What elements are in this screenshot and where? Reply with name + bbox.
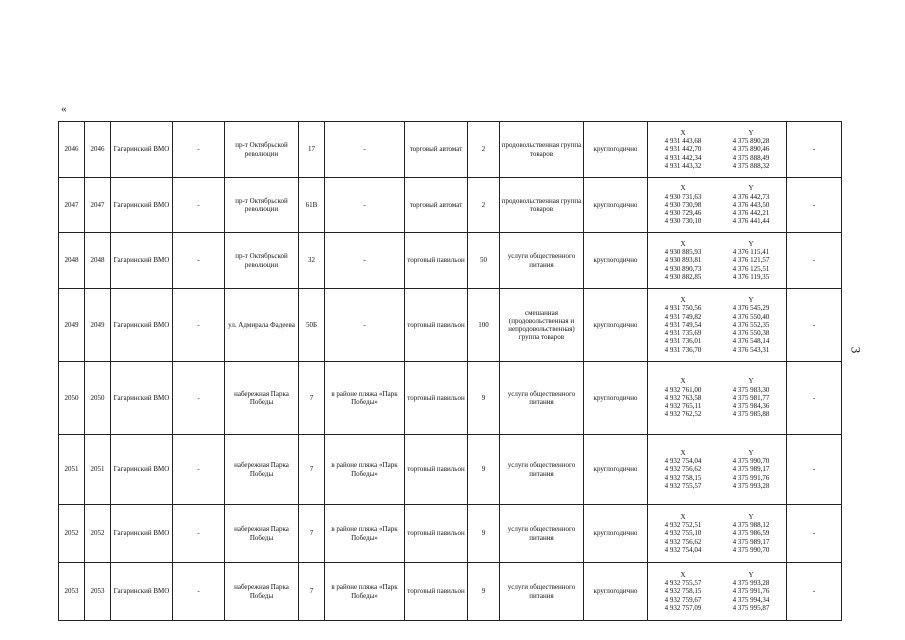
y-coordinate-value: 4 376 543,31 <box>732 345 770 354</box>
y-header: Y <box>748 184 754 193</box>
y-coordinate-value: 4 376 115,41 <box>732 248 770 257</box>
y-header: Y <box>748 570 754 579</box>
row-number-secondary: 2049 <box>85 289 111 362</box>
x-coordinate-value: 4 931 749,54 <box>664 320 702 329</box>
x-header: X <box>680 512 686 521</box>
table-row <box>59 362 842 435</box>
y-coordinate-value: 4 376 121,57 <box>732 256 770 265</box>
dash-cell: - <box>173 122 225 178</box>
row-number-secondary: 2052 <box>85 505 111 563</box>
x-coordinate-value: 4 932 762,52 <box>664 410 702 419</box>
object-type-cell: торговый павильон <box>405 233 468 289</box>
period-cell: круглогодично <box>584 505 648 563</box>
note-cell: - <box>787 435 842 505</box>
area-cell: 9 <box>468 505 500 563</box>
dash-cell: - <box>173 233 225 289</box>
house-cell: 7 <box>299 505 325 563</box>
note-cell: - <box>787 563 842 621</box>
x-coordinate-value: 4 930 893,81 <box>664 256 702 265</box>
x-coordinate-value: 4 932 758,15 <box>664 587 702 596</box>
x-coordinates <box>665 240 702 281</box>
x-coordinate-value: 4 932 755,57 <box>664 579 702 588</box>
area-cell: 9 <box>468 563 500 621</box>
y-coordinate-value: 4 375 994,34 <box>732 595 770 604</box>
y-coordinate-value: 4 375 981,77 <box>732 393 770 402</box>
y-coordinate-value: 4 375 989,17 <box>732 465 770 474</box>
house-cell: 7 <box>299 563 325 621</box>
x-header: X <box>680 184 686 193</box>
coordinates-cell <box>648 233 787 289</box>
y-coordinate-value: 4 375 993,28 <box>732 481 770 490</box>
y-header: Y <box>748 448 754 457</box>
row-number-secondary: 2050 <box>85 362 111 435</box>
x-header: X <box>680 448 686 457</box>
object-type-cell: торговый павильон <box>405 289 468 362</box>
landmark-cell: в районе пляжа «Парк Победы» <box>325 362 405 435</box>
y-coordinate-value: 4 375 990,70 <box>732 457 770 466</box>
y-coordinate-value: 4 375 890,46 <box>732 145 770 154</box>
row-number-secondary: 2046 <box>85 122 111 178</box>
coordinates-cell <box>648 362 787 435</box>
table-row <box>59 178 842 233</box>
landmark-cell: - <box>325 178 405 233</box>
row-number: 2052 <box>59 505 85 563</box>
y-coordinate-value: 4 375 986,59 <box>732 529 770 538</box>
period-cell: круглогодично <box>584 289 648 362</box>
table-row <box>59 505 842 563</box>
y-coordinate-value: 4 375 995,87 <box>732 603 770 612</box>
x-coordinates <box>665 377 702 418</box>
coordinates-cell <box>648 505 787 563</box>
row-number: 2046 <box>59 122 85 178</box>
note-cell: - <box>787 233 842 289</box>
y-header: Y <box>748 512 754 521</box>
period-cell: круглогодично <box>584 122 648 178</box>
x-header: X <box>680 239 686 248</box>
x-coordinate-value: 4 931 735,69 <box>664 329 702 338</box>
y-coordinate-value: 4 376 125,51 <box>732 264 770 273</box>
y-coordinate-value: 4 376 548,14 <box>732 337 770 346</box>
y-coordinate-value: 4 375 989,17 <box>732 537 770 546</box>
house-cell: 7 <box>299 435 325 505</box>
house-cell: 32 <box>299 233 325 289</box>
x-coordinate-value: 4 930 730,10 <box>664 217 702 226</box>
y-coordinate-value: 4 376 550,38 <box>732 329 770 338</box>
x-coordinate-value: 4 930 731,63 <box>664 192 702 201</box>
y-coordinate-value: 4 375 984,36 <box>732 402 770 411</box>
district-cell: Гагаринский ВМО <box>111 289 173 362</box>
row-number: 2051 <box>59 435 85 505</box>
x-coordinate-value: 4 930 890,73 <box>664 264 702 273</box>
x-coordinate-value: 4 932 759,67 <box>664 595 702 604</box>
street-cell: набережная Парка Победы <box>225 505 299 563</box>
x-coordinate-value: 4 932 754,04 <box>664 457 702 466</box>
district-cell: Гагаринский ВМО <box>111 178 173 233</box>
district-cell: Гагаринский ВМО <box>111 233 173 289</box>
object-type-cell: торговый автомат <box>405 178 468 233</box>
house-cell: 7 <box>299 362 325 435</box>
landmark-cell: в районе пляжа «Парк Победы» <box>325 505 405 563</box>
note-cell: - <box>787 122 842 178</box>
dash-cell: - <box>173 435 225 505</box>
y-coordinate-value: 4 375 991,76 <box>732 473 770 482</box>
street-cell: пр-т Октябрьской революции <box>225 122 299 178</box>
district-cell: Гагаринский ВМО <box>111 563 173 621</box>
x-coordinate-value: 4 931 750,56 <box>664 304 702 313</box>
y-coordinates <box>733 449 770 490</box>
landmark-cell: - <box>325 122 405 178</box>
district-cell: Гагаринский ВМО <box>111 505 173 563</box>
specialization-cell: услуги общественного питания <box>500 233 584 289</box>
y-coordinates <box>733 296 770 353</box>
x-coordinate-value: 4 932 754,04 <box>664 545 702 554</box>
x-header: X <box>680 128 686 137</box>
x-coordinate-value: 4 931 749,82 <box>664 312 702 321</box>
specialization-cell: смешанная (продовольственная и непродовольственная) группа товаров <box>500 289 584 362</box>
x-coordinates <box>665 184 702 225</box>
landmark-cell: - <box>325 233 405 289</box>
row-number: 2053 <box>59 563 85 621</box>
street-cell: пр-т Октябрьской революции <box>225 178 299 233</box>
dash-cell: - <box>173 362 225 435</box>
table-row <box>59 435 842 505</box>
page-number: 3 <box>848 346 864 354</box>
x-coordinates <box>665 571 702 612</box>
row-number: 2049 <box>59 289 85 362</box>
street-cell: набережная Парка Победы <box>225 563 299 621</box>
x-coordinate-value: 4 932 763,58 <box>664 393 702 402</box>
y-header: Y <box>748 377 754 386</box>
y-header: Y <box>748 128 754 137</box>
object-type-cell: торговый павильон <box>405 505 468 563</box>
y-coordinate-value: 4 376 443,50 <box>732 200 770 209</box>
x-coordinate-value: 4 931 736,70 <box>664 345 702 354</box>
street-cell: набережная Парка Победы <box>225 362 299 435</box>
y-coordinate-value: 4 375 985,88 <box>732 410 770 419</box>
y-coordinate-value: 4 375 991,76 <box>732 587 770 596</box>
coordinates-cell <box>648 122 787 178</box>
area-cell: 9 <box>468 362 500 435</box>
x-coordinate-value: 4 930 729,46 <box>664 209 702 218</box>
coordinates-cell <box>648 289 787 362</box>
x-coordinate-value: 4 931 443,68 <box>664 137 702 146</box>
period-cell: круглогодично <box>584 233 648 289</box>
row-number: 2047 <box>59 178 85 233</box>
y-coordinate-value: 4 376 441,44 <box>732 217 770 226</box>
y-coordinate-value: 4 375 888,49 <box>732 153 770 162</box>
district-cell: Гагаринский ВМО <box>111 122 173 178</box>
note-cell: - <box>787 505 842 563</box>
row-number-secondary: 2047 <box>85 178 111 233</box>
specialization-cell: продовольственная группа товаров <box>500 178 584 233</box>
trade-objects-table <box>58 121 842 621</box>
x-coordinate-value: 4 931 443,32 <box>664 161 702 170</box>
object-type-cell: торговый павильон <box>405 563 468 621</box>
table-row <box>59 233 842 289</box>
x-coordinate-value: 4 931 442,34 <box>664 153 702 162</box>
x-coordinate-value: 4 932 752,51 <box>664 521 702 530</box>
x-coordinate-value: 4 931 442,70 <box>664 145 702 154</box>
y-coordinate-value: 4 375 983,30 <box>732 385 770 394</box>
y-coordinate-value: 4 375 990,70 <box>732 545 770 554</box>
district-cell: Гагаринский ВМО <box>111 362 173 435</box>
table-row <box>59 563 842 621</box>
x-coordinate-value: 4 932 756,62 <box>664 465 702 474</box>
dash-cell: - <box>173 178 225 233</box>
house-cell: 61В <box>299 178 325 233</box>
object-type-cell: торговый павильон <box>405 435 468 505</box>
x-coordinate-value: 4 932 761,00 <box>664 385 702 394</box>
landmark-cell: в районе пляжа «Парк Победы» <box>325 435 405 505</box>
x-coordinate-value: 4 932 756,62 <box>664 537 702 546</box>
dash-cell: - <box>173 563 225 621</box>
note-cell: - <box>787 178 842 233</box>
y-coordinate-value: 4 376 442,73 <box>732 192 770 201</box>
x-coordinates <box>665 296 702 353</box>
object-type-cell: торговый павильон <box>405 362 468 435</box>
y-coordinates <box>733 184 770 225</box>
row-number: 2048 <box>59 233 85 289</box>
area-cell: 100 <box>468 289 500 362</box>
period-cell: круглогодично <box>584 563 648 621</box>
y-coordinate-value: 4 376 550,40 <box>732 312 770 321</box>
dash-cell: - <box>173 505 225 563</box>
y-coordinates <box>733 377 770 418</box>
coordinates-cell <box>648 435 787 505</box>
x-header: X <box>680 296 686 305</box>
house-cell: 50Б <box>299 289 325 362</box>
area-cell: 2 <box>468 122 500 178</box>
x-coordinate-value: 4 932 755,10 <box>664 529 702 538</box>
street-cell: ул. Адмирала Фадеева <box>225 289 299 362</box>
y-header: Y <box>748 296 754 305</box>
street-cell: пр-т Октябрьской революции <box>225 233 299 289</box>
table-row <box>59 122 842 178</box>
period-cell: круглогодично <box>584 178 648 233</box>
specialization-cell: услуги общественного питания <box>500 362 584 435</box>
coordinates-cell <box>648 178 787 233</box>
x-coordinates <box>665 513 702 554</box>
y-header: Y <box>748 239 754 248</box>
x-coordinate-value: 4 930 882,85 <box>664 272 702 281</box>
area-cell: 2 <box>468 178 500 233</box>
y-coordinate-value: 4 376 442,21 <box>732 209 770 218</box>
row-number-secondary: 2051 <box>85 435 111 505</box>
area-cell: 50 <box>468 233 500 289</box>
x-header: X <box>680 377 686 386</box>
x-header: X <box>680 570 686 579</box>
note-cell: - <box>787 289 842 362</box>
specialization-cell: услуги общественного питания <box>500 505 584 563</box>
y-coordinates <box>733 571 770 612</box>
row-number-secondary: 2048 <box>85 233 111 289</box>
y-coordinate-value: 4 375 993,28 <box>732 579 770 588</box>
dash-cell: - <box>173 289 225 362</box>
district-cell: Гагаринский ВМО <box>111 435 173 505</box>
specialization-cell: услуги общественного питания <box>500 563 584 621</box>
x-coordinate-value: 4 932 758,15 <box>664 473 702 482</box>
row-number-secondary: 2053 <box>85 563 111 621</box>
x-coordinate-value: 4 930 730,98 <box>664 200 702 209</box>
specialization-cell: услуги общественного питания <box>500 435 584 505</box>
area-cell: 9 <box>468 435 500 505</box>
x-coordinates <box>665 449 702 490</box>
period-cell: круглогодично <box>584 362 648 435</box>
x-coordinate-value: 4 932 765,11 <box>664 402 702 411</box>
street-cell: набережная Парка Победы <box>225 435 299 505</box>
x-coordinate-value: 4 932 757,09 <box>664 603 702 612</box>
x-coordinate-value: 4 930 885,93 <box>664 248 702 257</box>
opening-quote-mark: « <box>61 103 67 115</box>
y-coordinate-value: 4 375 988,12 <box>732 521 770 530</box>
y-coordinates <box>733 240 770 281</box>
note-cell: - <box>787 362 842 435</box>
specialization-cell: продовольственная группа товаров <box>500 122 584 178</box>
x-coordinates <box>665 129 702 170</box>
landmark-cell: в районе пляжа «Парк Победы» <box>325 563 405 621</box>
x-coordinate-value: 4 932 755,57 <box>664 481 702 490</box>
y-coordinate-value: 4 375 890,28 <box>732 137 770 146</box>
y-coordinates <box>733 129 770 170</box>
coordinates-cell <box>648 563 787 621</box>
y-coordinate-value: 4 376 552,35 <box>732 320 770 329</box>
row-number: 2050 <box>59 362 85 435</box>
table-row <box>59 289 842 362</box>
x-coordinate-value: 4 931 736,01 <box>664 337 702 346</box>
y-coordinates <box>733 513 770 554</box>
y-coordinate-value: 4 375 888,32 <box>732 161 770 170</box>
period-cell: круглогодично <box>584 435 648 505</box>
house-cell: 17 <box>299 122 325 178</box>
object-type-cell: торговый автомат <box>405 122 468 178</box>
y-coordinate-value: 4 376 119,35 <box>732 272 770 281</box>
y-coordinate-value: 4 376 545,29 <box>732 304 770 313</box>
landmark-cell: - <box>325 289 405 362</box>
